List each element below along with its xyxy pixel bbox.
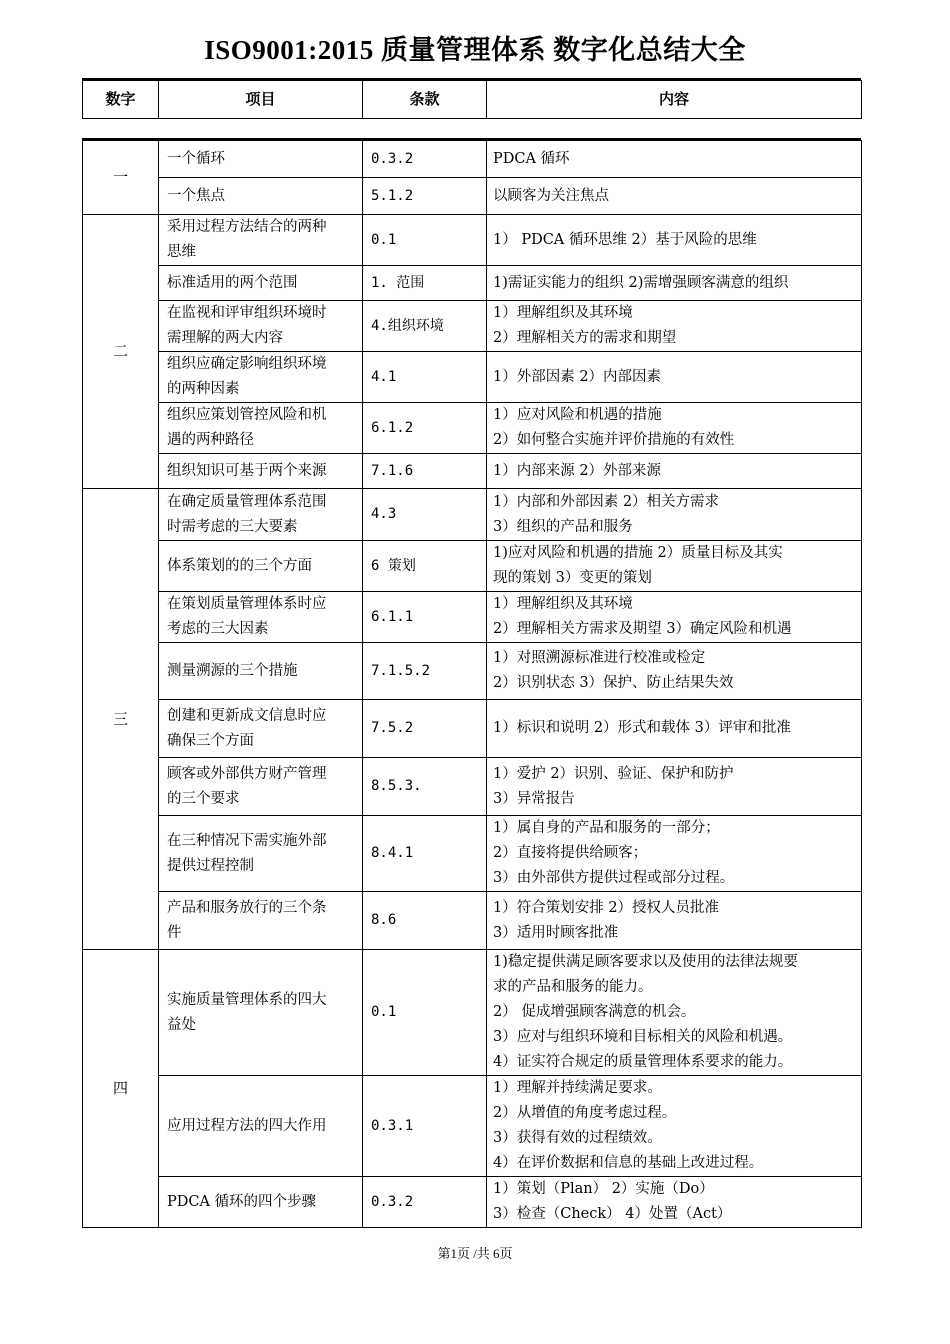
item-line: 创建和更新成文信息时应: [167, 707, 327, 724]
item-line: 一个循环: [167, 150, 225, 167]
item-cell: [159, 643, 363, 700]
header-clause: 条款: [363, 81, 487, 119]
table-row: [83, 643, 862, 700]
item-line: 的两种因素: [167, 381, 240, 397]
item-line: 思维: [167, 244, 196, 260]
clause-cell: 0.3.1: [363, 1076, 487, 1177]
item-line: 测量溯源的三个措施: [167, 662, 298, 679]
group-number: 四: [83, 950, 159, 1228]
table-row: [83, 215, 862, 266]
clause-cell: 0.3.2: [363, 141, 487, 178]
item-cell: [159, 700, 363, 758]
clause-cell: 8.4.1: [363, 816, 487, 892]
content-line: 4）证实符合规定的质量管理体系要求的能力。: [493, 1054, 793, 1070]
header-number: 数字: [83, 81, 159, 119]
content-line: 1）属自身的产品和服务的一部分；: [493, 820, 720, 836]
item-line: 考虑的三大因素: [167, 621, 269, 637]
content-line: 现的策划 3）变更的策划: [493, 570, 652, 586]
item-line: 在策划质量管理体系时应: [167, 596, 327, 612]
item-line: 益处: [167, 1016, 196, 1033]
table-row: [83, 541, 862, 592]
item-line: 标准适用的两个范围: [167, 274, 298, 291]
header-item: 项目: [159, 81, 363, 119]
item-cell: [159, 454, 363, 489]
item-line: 遇的两种路径: [167, 432, 254, 448]
clause-cell: 1. 范围: [363, 266, 487, 301]
page-footer: 第1页 /共 6页: [437, 1246, 513, 1261]
clause-cell: 6.1.2: [363, 403, 487, 454]
table-row: [83, 266, 862, 301]
clause-cell: 4.3: [363, 489, 487, 541]
summary-table: [82, 140, 862, 1228]
content-line: 1） PDCA 循环思维 2）基于风险的思维: [493, 231, 757, 248]
table-row: [83, 403, 862, 454]
content-line: 3）获得有效的过程绩效。: [493, 1130, 662, 1146]
clause-cell: 5.1.2: [363, 178, 487, 215]
content-cell: [487, 141, 862, 178]
content-line: 3）由外部供方提供过程或部分过程。: [493, 870, 735, 886]
item-line: 件: [167, 924, 182, 941]
item-cell: [159, 215, 363, 266]
item-line: 在三种情况下需实施外部: [167, 832, 327, 849]
summary-table-body: [83, 141, 862, 1228]
content-line: 4）在评价数据和信息的基础上改进过程。: [493, 1155, 764, 1171]
content-cell: [487, 1076, 862, 1177]
item-line: 实施质量管理体系的四大: [167, 991, 327, 1008]
content-line: 1）对照溯源标准进行校准或检定: [493, 650, 706, 666]
content-line: 1）理解组织及其环境: [493, 305, 633, 321]
clause-cell: 8.6: [363, 892, 487, 950]
item-cell: [159, 1076, 363, 1177]
clause-cell: 7.1.5.2: [363, 643, 487, 700]
clause-cell: 0.3.2: [363, 1177, 487, 1228]
header-row: [83, 81, 862, 119]
content-line: 1）标识和说明 2）形式和载体 3）评审和批准: [493, 720, 791, 736]
clause-cell: 6.1.1: [363, 592, 487, 643]
table-row: [83, 816, 862, 892]
content-cell: [487, 816, 862, 892]
content-cell: [487, 301, 862, 352]
clause-cell: 7.1.6: [363, 454, 487, 489]
content-cell: [487, 266, 862, 301]
table-row: [83, 1076, 862, 1177]
table-row: [83, 758, 862, 816]
content-line: 1）爱护 2）识别、验证、保护和防护: [493, 765, 734, 782]
clause-cell: 7.5.2: [363, 700, 487, 758]
content-line: 1）外部因素 2）内部因素: [493, 368, 662, 385]
item-line: 提供过程控制: [167, 857, 254, 874]
item-line: 顾客或外部供方财产管理: [167, 765, 327, 782]
content-line: 2）直接将提供给顾客；: [493, 845, 648, 861]
content-line: 1）策划（Plan） 2）实施（Do）: [493, 1181, 714, 1197]
content-line: 2）理解相关方的需求和期望: [493, 330, 677, 346]
content-line: 1）应对风险和机遇的措施: [493, 407, 662, 423]
content-line: 1）内部和外部因素 2）相关方需求: [493, 493, 720, 510]
clause-cell: 4.1: [363, 352, 487, 403]
item-cell: [159, 141, 363, 178]
clause-cell: 0.1: [363, 215, 487, 266]
content-line: 3）异常报告: [493, 790, 575, 807]
content-line: 以顾客为关注焦点: [493, 187, 609, 204]
content-cell: [487, 592, 862, 643]
item-cell: [159, 403, 363, 454]
content-cell: [487, 541, 862, 592]
content-cell: [487, 950, 862, 1076]
content-line: 2）识别状态 3）保护、防止结果失效: [493, 675, 734, 691]
item-line: 组织应确定影响组织环境: [167, 356, 327, 372]
table-row: [83, 178, 862, 215]
item-cell: [159, 489, 363, 541]
group-number: 三: [83, 489, 159, 950]
content-line: 1）理解并持续满足要求。: [493, 1080, 662, 1096]
group-number: 一: [83, 141, 159, 215]
content-cell: [487, 215, 862, 266]
content-cell: [487, 489, 862, 541]
item-line: 产品和服务放行的三个条: [167, 899, 327, 916]
table-row: [83, 592, 862, 643]
item-line: 时需考虑的三大要素: [167, 518, 298, 535]
item-line: 一个焦点: [167, 187, 225, 204]
table-row: [83, 1177, 862, 1228]
content-line: 2）理解相关方需求及期望 3）确定风险和机遇: [493, 621, 792, 637]
item-line: 采用过程方法结合的两种: [167, 219, 327, 235]
header-table: [82, 80, 862, 119]
item-cell: [159, 301, 363, 352]
content-cell: [487, 892, 862, 950]
item-cell: [159, 178, 363, 215]
table-row: [83, 352, 862, 403]
content-line: 2） 促成增强顾客满意的机会。: [493, 1004, 696, 1020]
table-row: [83, 700, 862, 758]
table-row: [83, 301, 862, 352]
clause-cell: 0.1: [363, 950, 487, 1076]
content-line: 求的产品和服务的能力。: [493, 979, 653, 995]
item-line: 体系策划的的三个方面: [167, 557, 312, 574]
item-cell: [159, 266, 363, 301]
item-cell: [159, 950, 363, 1076]
content-line: 3）适用时顾客批准: [493, 924, 619, 941]
content-cell: [487, 700, 862, 758]
table-row: [83, 892, 862, 950]
content-cell: [487, 403, 862, 454]
table-row: [83, 141, 862, 178]
item-cell: [159, 541, 363, 592]
item-cell: [159, 892, 363, 950]
content-cell: [487, 643, 862, 700]
item-cell: [159, 816, 363, 892]
content-line: 1）理解组织及其环境: [493, 596, 633, 612]
item-line: 应用过程方法的四大作用: [167, 1117, 327, 1134]
item-line: PDCA 循环的四个步骤: [167, 1193, 317, 1210]
content-line: 3）组织的产品和服务: [493, 518, 633, 535]
content-line: 1)需证实能力的组织 2)需增强顾客满意的组织: [493, 274, 789, 291]
content-line: 2）从增值的角度考虑过程。: [493, 1105, 677, 1121]
content-line: 3）检查（Check） 4）处置（Act）: [493, 1206, 732, 1222]
header-content: 内容: [487, 81, 862, 119]
item-line: 组织应策划管控风险和机: [167, 407, 327, 423]
group-number: 二: [83, 215, 159, 489]
content-line: 1）符合策划安排 2）授权人员批准: [493, 899, 720, 916]
item-cell: [159, 758, 363, 816]
table-row: [83, 950, 862, 1076]
content-cell: [487, 454, 862, 489]
table-row: [83, 489, 862, 541]
clause-cell: 4.组织环境: [363, 301, 487, 352]
table-row: [83, 454, 862, 489]
content-line: PDCA 循环: [493, 150, 570, 167]
content-line: 1)稳定提供满足顾客要求以及使用的法律法规要: [493, 954, 798, 970]
item-line: 的三个要求: [167, 790, 240, 807]
item-line: 需理解的两大内容: [167, 330, 283, 346]
content-line: 1)应对风险和机遇的措施 2）质量目标及其实: [493, 545, 783, 561]
item-cell: [159, 352, 363, 403]
content-cell: [487, 758, 862, 816]
item-cell: [159, 1177, 363, 1228]
clause-cell: 8.5.3.: [363, 758, 487, 816]
content-line: 1）内部来源 2）外部来源: [493, 462, 662, 479]
item-line: 确保三个方面: [167, 732, 254, 749]
document-title: ISO9001:2015 质量管理体系 数字化总结大全: [204, 35, 746, 65]
content-line: 2）如何整合实施并评价措施的有效性: [493, 432, 735, 448]
content-cell: [487, 1177, 862, 1228]
content-line: 3）应对与组织环境和目标相关的风险和机遇。: [493, 1029, 793, 1045]
content-cell: [487, 178, 862, 215]
item-line: 在确定质量管理体系范围: [167, 493, 327, 510]
item-cell: [159, 592, 363, 643]
item-line: 在监视和评审组织环境时: [167, 305, 327, 321]
content-cell: [487, 352, 862, 403]
clause-cell: 6 策划: [363, 541, 487, 592]
item-line: 组织知识可基于两个来源: [167, 462, 327, 479]
